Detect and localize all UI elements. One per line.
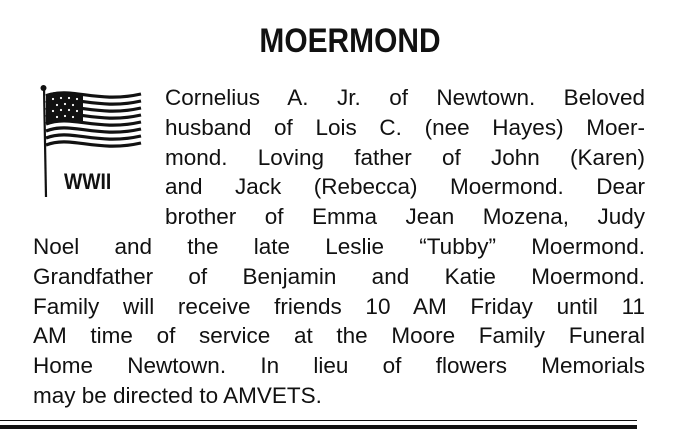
obituary-line: Family will receive friends 10 AM Friday until 11	[33, 293, 645, 319]
wwii-label: WWII	[64, 169, 112, 194]
obituary-line: may be directed to AMVETS.	[33, 382, 322, 408]
obituary-line: Grandfather of Benjamin and Katie Moermond.	[33, 263, 645, 289]
obituary-line: brother of Emma Jean Mozena, Judy	[165, 204, 645, 230]
obituary-line: Home Newtown. In lieu of flowers Memorials	[33, 353, 645, 379]
obituary-line: Noel and the late Leslie “Tubby” Moermond.	[33, 233, 645, 259]
obituary-title: MOERMOND	[259, 22, 441, 60]
divider-rule-thin	[0, 420, 637, 421]
obituary-line: AM time of service at the Moore Family Funeral	[33, 323, 645, 349]
obituary-body	[33, 83, 645, 411]
obituary-line: mond. Loving father of John (Karen)	[165, 144, 645, 170]
divider-rule-thick	[0, 425, 637, 429]
obituary-line: and Jack (Rebecca) Moermond. Dear	[165, 174, 645, 200]
obituary-line: husband of Lois C. (nee Hayes) Moer-	[165, 114, 645, 140]
obituary-line: Cornelius A. Jr. of Newtown. Beloved	[165, 85, 645, 110]
